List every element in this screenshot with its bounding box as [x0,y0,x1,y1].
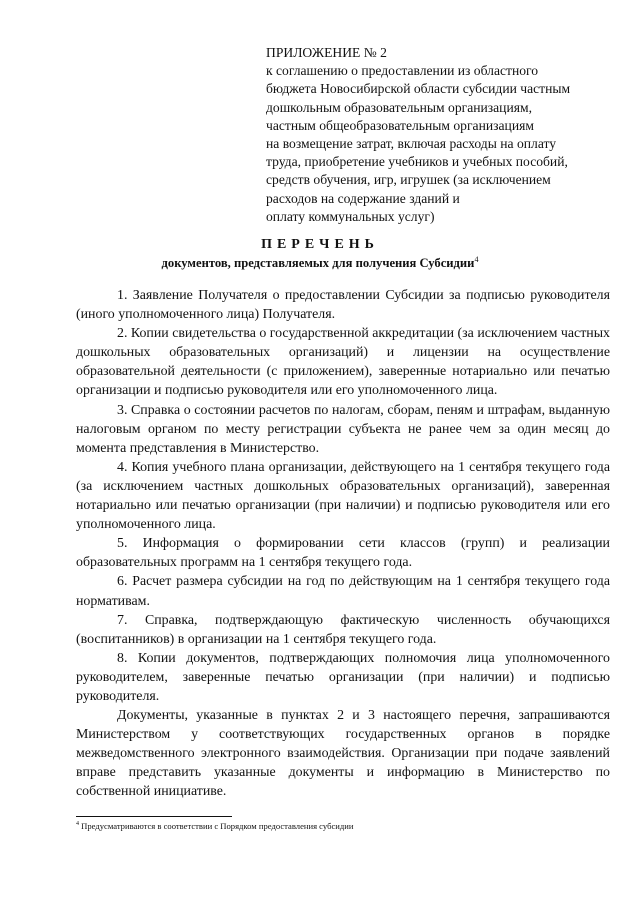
list-item-4: 4. Копия учебного плана организации, действующего на 1 сентября текущего года (за исключением частных дошкольных образовательных организаций), заверенная нотариально или печатью организации (при наличии) и подписью руководителя или его уполномоченного лица. [76,459,610,533]
footnote-number: 4 [76,821,79,828]
list-item-6: 6. Расчет размера субсидии на год по действующим на 1 сентября текущего года нормативам. [76,574,610,609]
appendix-line: расходов на содержание зданий и [266,190,460,206]
list-item-1: 1. Заявление Получателя о предоставлении Субсидии за подписью руководителя (иного уполномоченного лица) Получателя. [76,288,610,323]
footnote-divider [76,816,232,817]
appendix-line: ПРИЛОЖЕНИЕ № 2 [266,45,387,60]
appendix-line: средств обучения, игр, игрушек (за исключением [266,172,551,188]
appendix-line: оплату коммунальных услуг) [266,208,435,224]
appendix-line: труда, приобретение учебников и учебных пособий, [266,154,568,170]
list-item-5: 5. Информация о формировании сети классов (групп) и реализации образовательных программ на 1 сентября текущего года. [76,536,610,571]
list-item-2: 2. Копии свидетельства о государственной аккредитации (за исключением частных дошкольных образовательных организаций) и лицензии на осуществление образовательной деятельности (с приложением), заверенные нотариально или печатью организации и подписью руководителя или его уполномоченного лица. [76,326,610,399]
list-item-7: 7. Справка, подтверждающую фактическую численность обучающихся (воспитанников) в организации на 1 сентября текущего года. [76,612,610,647]
document-body [76,286,610,802]
footnote-text: Предусматриваются в соответствии с Порядком предоставления субсидии [81,821,354,831]
subtitle-text: документов, представляемых для получения Субсидии [161,256,475,270]
appendix-line: к соглашению о предоставлении из областного [266,63,539,79]
footnote [76,821,616,832]
list-item-3: 3. Справка о состоянии расчетов по налогам, сборам, пеням и штрафам, выданную налоговым органом по месту регистрации субъекта не ранее чем за один месяц до момента представления в Министерство. [76,402,610,456]
document-subtitle [0,256,640,271]
footnote-reference: 4 [474,254,479,264]
appendix-line: бюджета Новосибирской области субсидии частным [266,81,571,97]
closing-paragraph: Документы, указанные в пунктах 2 и 3 настоящего перечня, запрашиваются Министерством у соответствующих государственных органов в порядке межведомственного электронного взаимодействия. Организации при подаче заявлений вправе представить указанные документы и информацию в Министерство по собственной инициативе. [76,708,610,800]
appendix-header [266,44,626,226]
document-title: ПЕРЕЧЕНЬ [261,237,379,252]
list-item-8: 8. Копии документов, подтверждающих полномочия лица уполномоченного руководителем, заверенные печатью организации (при наличии) и подписью руководителя. [76,650,610,704]
appendix-line: на возмещение затрат, включая расходы на оплату [266,136,557,152]
appendix-line: частным общеобразовательным организациям [266,117,534,133]
appendix-line: дошкольным образовательным организациям, [266,99,532,115]
